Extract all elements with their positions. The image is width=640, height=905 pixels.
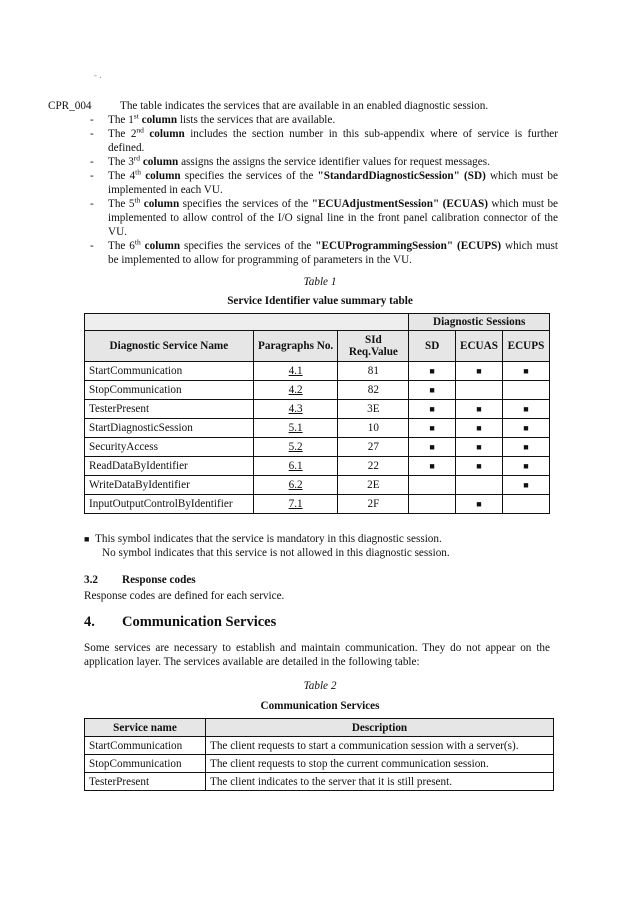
mandatory-symbol-icon: ■: [523, 366, 529, 376]
ecuas-cell: [455, 419, 502, 438]
table1-legend: [84, 532, 554, 560]
mandatory-symbol-icon: ■: [476, 366, 482, 376]
paragraph-cell: 6.2: [253, 476, 338, 495]
service-name-cell: InputOutputControlByIdentifier: [85, 495, 254, 514]
table-row: [85, 419, 550, 438]
service-name-cell: StartCommunication: [85, 362, 254, 381]
service-name-cell: SecurityAccess: [85, 438, 254, 457]
ecups-cell: [502, 476, 549, 495]
table-row: [85, 362, 550, 381]
header-sid: SId Req.Value: [338, 331, 409, 362]
paragraph-cell: 7.1: [253, 495, 338, 514]
section-3-2-heading: 3.2 Response codes: [84, 574, 196, 586]
mandatory-symbol-icon: ■: [476, 461, 482, 471]
paragraph-cell: 6.1: [253, 457, 338, 476]
requirement-id: CPR_004: [48, 100, 92, 112]
ecups-cell: [502, 400, 549, 419]
ecuas-cell: [455, 362, 502, 381]
table-row: [85, 457, 550, 476]
ecuas-cell: [455, 457, 502, 476]
sid-cell: 2F: [338, 495, 409, 514]
mandatory-symbol-icon: ■: [523, 480, 529, 490]
mandatory-symbol-icon: ■: [523, 423, 529, 433]
sid-cell: 10: [338, 419, 409, 438]
service-name-cell: TesterPresent: [85, 773, 206, 791]
header-service-name: Diagnostic Service Name: [85, 331, 254, 362]
sid-cell: 27: [338, 438, 409, 457]
sd-cell: [409, 476, 456, 495]
table-row: [85, 755, 554, 773]
paragraph-cell: 5.2: [253, 438, 338, 457]
table-row: [85, 381, 550, 400]
ecups-cell: [502, 457, 549, 476]
service-name-cell: StartDiagnosticSession: [85, 419, 254, 438]
paragraph-cell: 4.1: [253, 362, 338, 381]
sd-cell: [409, 381, 456, 400]
list-item: - The 6th column specifies the services of the "ECUProgrammingSession" (ECUPS) which must be implemented to allow for programming of parameters in the VU.: [90, 239, 558, 267]
section-4-text: Some services are necessary to establish and maintain communication. They do not appear on the application layer. The services available are detailed in the following table:: [84, 642, 550, 668]
paragraph-cell: 4.2: [253, 381, 338, 400]
table-row: [85, 773, 554, 791]
header-description: Description: [206, 719, 554, 737]
list-item: - The 2nd column includes the section number in this sub-appendix where of service is further defined.: [90, 127, 558, 155]
mandatory-symbol-icon: ■: [476, 442, 482, 452]
list-item: - The 3rd column assigns the assigns the service identifier values for request messages.: [90, 155, 558, 169]
mandatory-symbol-icon: ■: [429, 442, 435, 452]
header-service-name: Service name: [85, 719, 206, 737]
header-paragraphs: Paragraphs No.: [253, 331, 338, 362]
sd-cell: [409, 457, 456, 476]
sid-cell: 82: [338, 381, 409, 400]
ecuas-cell: [455, 476, 502, 495]
table-row: [85, 495, 550, 514]
header-sd: SD: [409, 331, 456, 362]
paragraph-cell: 4.3: [253, 400, 338, 419]
legend-line-1: This symbol indicates that the service is mandatory in this diagnostic session.: [95, 533, 442, 545]
table-header-row: [85, 331, 550, 362]
ecuas-cell: [455, 381, 502, 400]
mandatory-symbol-icon: ■: [523, 461, 529, 471]
table-row: [85, 476, 550, 495]
service-name-cell: StartCommunication: [85, 737, 206, 755]
mandatory-symbol-icon: ■: [476, 499, 482, 509]
header-ecups: ECUPS: [502, 331, 549, 362]
mandatory-symbol-icon: ■: [84, 534, 90, 544]
section-3-2-text: Response codes are defined for each service.: [84, 590, 285, 602]
mandatory-symbol-icon: ■: [476, 404, 482, 414]
paragraph-cell: 5.1: [253, 419, 338, 438]
mandatory-symbol-icon: ■: [476, 423, 482, 433]
service-name-cell: StopCommunication: [85, 381, 254, 400]
mandatory-symbol-icon: ■: [523, 442, 529, 452]
header-ecuas: ECUAS: [455, 331, 502, 362]
sid-cell: 81: [338, 362, 409, 381]
list-item: - The 1st column lists the services that are available.: [90, 113, 558, 127]
table-header-row: [85, 719, 554, 737]
communication-services-table: [84, 718, 554, 791]
mandatory-symbol-icon: ■: [429, 423, 435, 433]
table-header-group-row: [85, 314, 550, 331]
service-name-cell: TesterPresent: [85, 400, 254, 419]
ecuas-cell: [455, 400, 502, 419]
intro-text: The table indicates the services that are available in an enabled diagnostic session.: [120, 100, 489, 112]
sd-cell: [409, 362, 456, 381]
ecups-cell: [502, 381, 549, 400]
ecuas-cell: [455, 438, 502, 457]
diagnostic-sessions-header: Diagnostic Sessions: [409, 314, 550, 331]
table1-label: Table 1: [303, 276, 337, 288]
communication-table-body: [85, 737, 554, 791]
service-identifier-table: [84, 313, 550, 514]
table2-title: Communication Services: [260, 700, 380, 712]
mandatory-symbol-icon: ■: [429, 366, 435, 376]
table2-label: Table 2: [303, 680, 337, 692]
ecups-cell: [502, 438, 549, 457]
table1-title: Service Identifier value summary table: [227, 295, 413, 307]
table-row: [85, 438, 550, 457]
sd-cell: [409, 438, 456, 457]
description-cell: The client requests to start a communication session with a server(s).: [206, 737, 554, 755]
sid-cell: 3E: [338, 400, 409, 419]
service-name-cell: ReadDataByIdentifier: [85, 457, 254, 476]
page-mark: - .: [94, 70, 102, 80]
sd-cell: [409, 419, 456, 438]
sd-cell: [409, 495, 456, 514]
legend-line-2: No symbol indicates that this service is not allowed in this diagnostic session.: [102, 547, 450, 559]
service-table-body: [85, 362, 550, 514]
table-row: [85, 400, 550, 419]
ecuas-cell: [455, 495, 502, 514]
sd-cell: [409, 400, 456, 419]
ecups-cell: [502, 495, 549, 514]
mandatory-symbol-icon: ■: [429, 404, 435, 414]
section-4-heading: 4. Communication Services: [84, 614, 277, 630]
ecups-cell: [502, 362, 549, 381]
sid-cell: 2E: [338, 476, 409, 495]
header-blank-cell: [85, 314, 409, 331]
table-row: [85, 737, 554, 755]
description-cell: The client indicates to the server that it is still present.: [206, 773, 554, 791]
ecups-cell: [502, 419, 549, 438]
description-cell: The client requests to stop the current communication session.: [206, 755, 554, 773]
service-name-cell: StopCommunication: [85, 755, 206, 773]
service-name-cell: WriteDataByIdentifier: [85, 476, 254, 495]
mandatory-symbol-icon: ■: [429, 385, 435, 395]
list-item: - The 4th column specifies the services of the "StandardDiagnosticSession" (SD) which must be implemented in each VU.: [90, 169, 558, 197]
mandatory-symbol-icon: ■: [429, 461, 435, 471]
mandatory-symbol-icon: ■: [523, 404, 529, 414]
column-description-list: [90, 113, 558, 267]
intro-paragraph: [48, 99, 558, 113]
sid-cell: 22: [338, 457, 409, 476]
list-item: - The 5th column specifies the services of the "ECUAdjustmentSession" (ECUAS) which must be implemented to allow control of the I/O signal line in the front panel calibration connector of the VU.: [90, 197, 558, 239]
